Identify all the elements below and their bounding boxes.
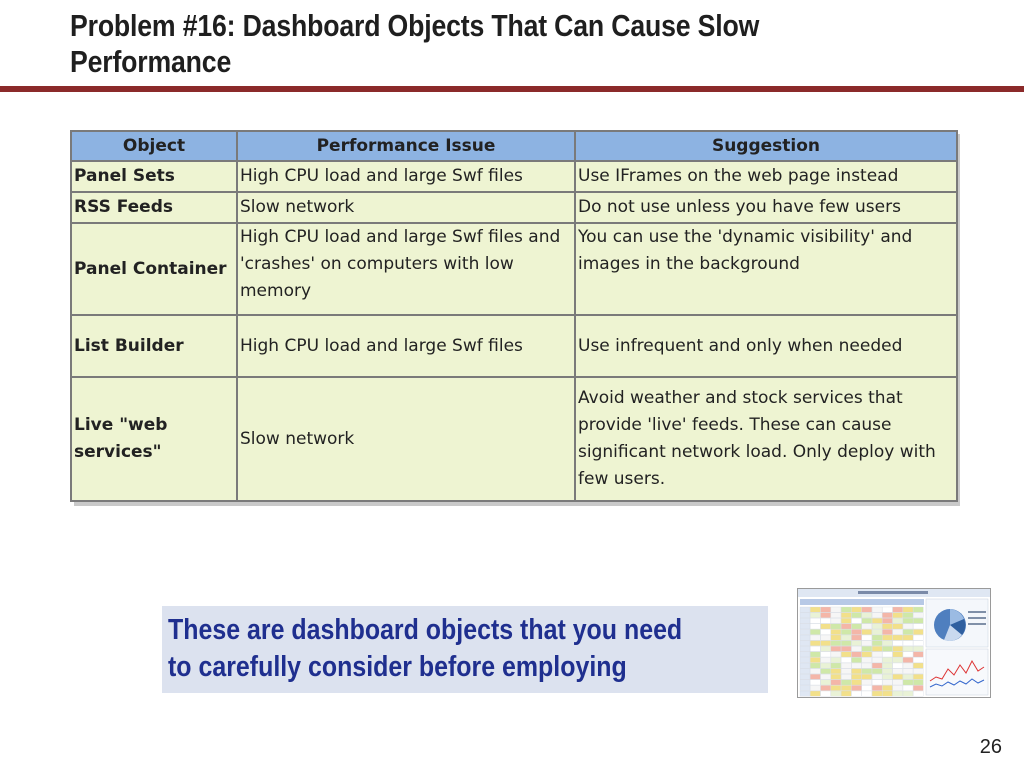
cell-issue: High CPU load and large Swf files	[237, 161, 575, 192]
cell-suggestion: Use infrequent and only when needed	[575, 315, 957, 377]
cell-issue: Slow network	[237, 192, 575, 223]
dashboard-thumbnail-image	[797, 588, 991, 698]
table-row	[71, 192, 957, 223]
cell-object: Live "web services"	[71, 377, 237, 501]
dashboard-thumbnail-graphic	[798, 589, 990, 697]
callout-text: These are dashboard objects that you need to carefully consider before employing	[168, 614, 683, 683]
cell-issue: Slow network	[237, 377, 575, 501]
cell-suggestion: You can use the 'dynamic visibility' and images in the background	[575, 223, 957, 315]
title-divider	[0, 86, 1024, 92]
page-number: 26	[979, 736, 1002, 758]
table-row	[71, 377, 957, 501]
cell-object: RSS Feeds	[71, 192, 237, 223]
cell-object: List Builder	[71, 315, 237, 377]
header-performance-issue: Performance Issue	[237, 131, 575, 161]
cell-suggestion: Do not use unless you have few users	[575, 192, 957, 223]
cell-issue: High CPU load and large Swf files and 'crashes' on computers with low memory	[237, 223, 575, 315]
performance-table	[70, 130, 958, 502]
table-header-row	[71, 131, 957, 161]
header-suggestion: Suggestion	[575, 131, 957, 161]
cell-suggestion: Use IFrames on the web page instead	[575, 161, 957, 192]
cell-object: Panel Container	[71, 223, 237, 315]
header-object: Object	[71, 131, 237, 161]
table-row	[71, 315, 957, 377]
slide-title: Problem #16: Dashboard Objects That Can Cause Slow Performance	[70, 8, 760, 79]
cell-suggestion: Avoid weather and stock services that provide 'live' feeds. These can cause significant network load. Only deploy with few users.	[575, 377, 957, 501]
table-row	[71, 223, 957, 315]
cell-issue: High CPU load and large Swf files	[237, 315, 575, 377]
cell-object: Panel Sets	[71, 161, 237, 192]
table-row	[71, 161, 957, 192]
